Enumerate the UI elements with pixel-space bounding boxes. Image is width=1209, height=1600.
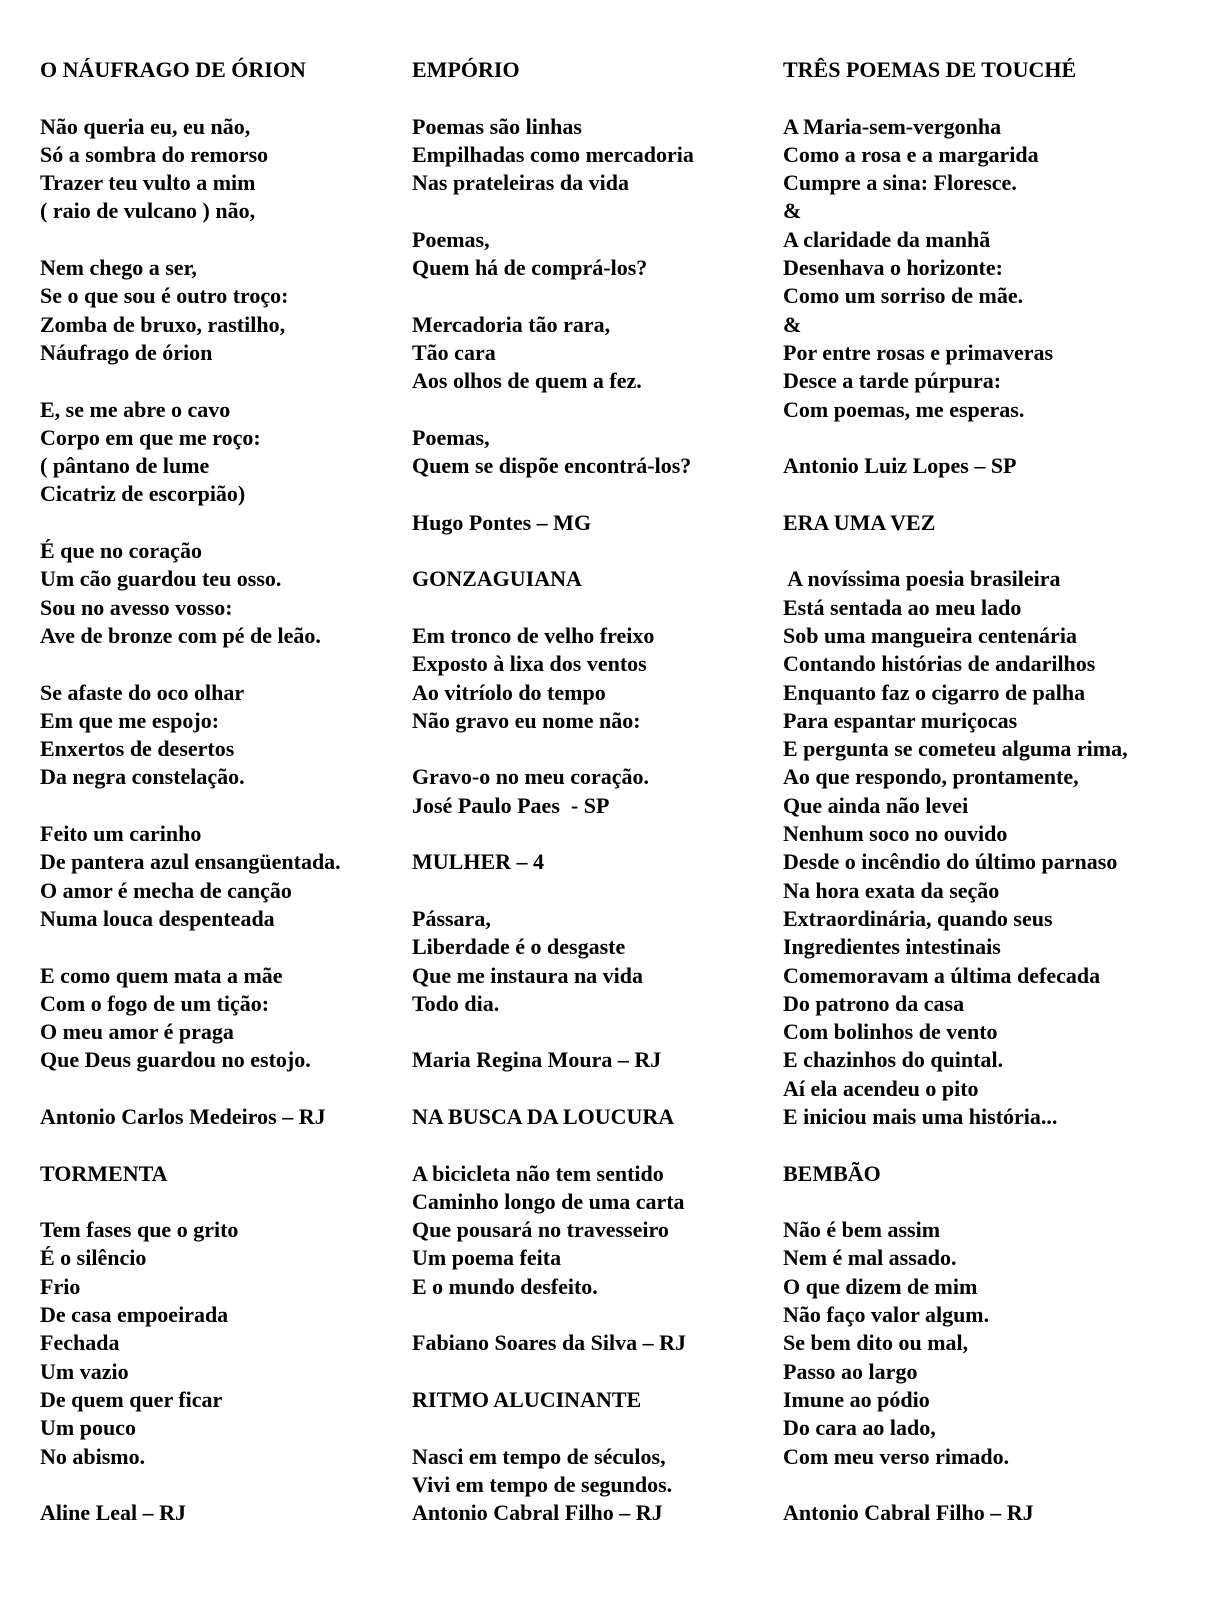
blank-line (412, 197, 767, 225)
blank-line (412, 396, 767, 424)
poem-line: & (783, 311, 802, 337)
poem-line: Por entre rosas e primaveras (783, 339, 1054, 365)
blank-line (412, 820, 767, 848)
blank-line (412, 1414, 767, 1442)
poem-line: Em que me espojo: (40, 707, 220, 733)
blank-line (40, 84, 395, 112)
poem-line: O que dizem de mim (783, 1273, 978, 1299)
poem-line: RITMO ALUCINANTE (412, 1386, 642, 1412)
poem-line: MULHER – 4 (412, 849, 544, 875)
poem-line: Do cara ao lado, (783, 1415, 936, 1441)
blank-line (783, 1471, 1203, 1499)
blank-line (783, 1188, 1203, 1216)
blank-line (412, 282, 767, 310)
poem-line: Liberdade é o desgaste (412, 934, 626, 960)
blank-line (412, 537, 767, 565)
poem-line: Quem há de comprá-los? (412, 255, 648, 281)
poem-line: Feito um carinho (40, 821, 202, 847)
poem-line: BEMBÃO (783, 1160, 881, 1186)
poem-line: Aí ela acendeu o pito (783, 1075, 979, 1101)
poem-line: Caminho longo de uma carta (412, 1188, 685, 1214)
poem-line: E chazinhos do quintal. (783, 1047, 1004, 1073)
poem-line: Tão cara (412, 339, 496, 365)
poem-line: Nas prateleiras da vida (412, 170, 629, 196)
poem-line: Imune ao pódio (783, 1386, 930, 1412)
poem-line: De quem quer ficar (40, 1386, 223, 1412)
poem-line: Antonio Luiz Lopes – SP (783, 453, 1017, 479)
poem-line: E iniciou mais uma história... (783, 1103, 1058, 1129)
poem-line: Gravo-o no meu coração. (412, 764, 650, 790)
blank-line (412, 735, 767, 763)
poem-line: De casa empoeirada (40, 1302, 229, 1328)
poem-line: E como quem mata a mãe (40, 962, 283, 988)
poem-line: Poemas são linhas (412, 113, 582, 139)
poem-line: ( raio de vulcano ) não, (40, 198, 256, 224)
poem-line: Um vazio (40, 1358, 129, 1384)
poem-line: Não faço valor algum. (783, 1302, 990, 1328)
poem-line: Mercadoria tão rara, (412, 311, 611, 337)
poem-line: O amor é mecha de canção (40, 877, 292, 903)
blank-line (40, 792, 395, 820)
blank-line (412, 480, 767, 508)
poem-line: Em tronco de velho freixo (412, 622, 655, 648)
poem-line: Todo dia. (412, 990, 500, 1016)
poem-line: E, se me abre o cavo (40, 396, 231, 422)
column-right (783, 56, 1203, 1527)
blank-line (40, 1131, 395, 1159)
poem-line: Empilhadas como mercadoria (412, 141, 694, 167)
blank-line (412, 1301, 767, 1329)
poem-line: Pássara, (412, 905, 491, 931)
blank-line (783, 424, 1203, 452)
poem-line: Com meu verso rimado. (783, 1443, 1010, 1469)
poem-line: O meu amor é praga (40, 1019, 234, 1045)
poem-line: No abismo. (40, 1443, 146, 1469)
poem-line: Antonio Cabral Filho – RJ (412, 1500, 663, 1526)
poem-line: Exposto à lixa dos ventos (412, 651, 647, 677)
blank-line (40, 650, 395, 678)
poem-line: Enxertos de desertos (40, 736, 235, 762)
blank-line (412, 877, 767, 905)
poem-line: Zomba de bruxo, rastilho, (40, 311, 286, 337)
poem-line: Nem é mal assado. (783, 1245, 957, 1271)
column-left (40, 56, 395, 1527)
poem-line: Na hora exata da seção (783, 877, 1000, 903)
poem-line: GONZAGUIANA (412, 566, 582, 592)
poem-line: Um cão guardou teu osso. (40, 566, 282, 592)
poem-line: Com bolinhos de vento (783, 1019, 998, 1045)
poem-line: TRÊS POEMAS DE TOUCHÉ (783, 57, 1077, 82)
poem-line: ( pântano de lume (40, 453, 210, 479)
poem-line: Extraordinária, quando seus (783, 905, 1053, 931)
poem-line: De pantera azul ensangüentada. (40, 849, 341, 875)
blank-line (412, 84, 767, 112)
blank-line (40, 933, 395, 961)
poem-line: Fabiano Soares da Silva – RJ (412, 1330, 687, 1356)
blank-line (40, 1188, 395, 1216)
poem-line: Ave de bronze com pé de leão. (40, 622, 321, 648)
poem-line: Sou no avesso vosso: (40, 594, 233, 620)
poem-line: Do patrono da casa (783, 990, 965, 1016)
blank-line (412, 1018, 767, 1046)
poem-line: Desde o incêndio do último parnaso (783, 849, 1118, 875)
poem-line: Que ainda não levei (783, 792, 969, 818)
poem-line: José Paulo Paes - SP (412, 792, 610, 818)
poem-line: Um pouco (40, 1415, 136, 1441)
poem-line: Poemas, (412, 424, 490, 450)
poem-line: Se bem dito ou mal, (783, 1330, 969, 1356)
blank-line (783, 1131, 1203, 1159)
poem-line: A novíssima poesia brasileira (783, 566, 1061, 592)
poem-line: Da negra constelação. (40, 764, 245, 790)
poem-line: Aline Leal – RJ (40, 1500, 187, 1526)
poem-line: Fechada (40, 1330, 120, 1356)
blank-line (783, 537, 1203, 565)
blank-line (40, 226, 395, 254)
blank-line (412, 1358, 767, 1386)
poem-line: Antonio Carlos Medeiros – RJ (40, 1103, 326, 1129)
poem-line: Poemas, (412, 226, 490, 252)
poem-line: Náufrago de órion (40, 339, 213, 365)
poem-line: Não gravo eu nome não: (412, 707, 641, 733)
poem-line: Que me instaura na vida (412, 962, 644, 988)
poem-line: É que no coração (40, 538, 202, 564)
poem-line: Desenhava o horizonte: (783, 255, 1003, 281)
blank-line (783, 84, 1203, 112)
poem-line: Cicatriz de escorpião) (40, 481, 246, 507)
poem-line: Tem fases que o grito (40, 1217, 239, 1243)
poem-line: Se o que sou é outro troço: (40, 283, 289, 309)
poem-line: Desce a tarde púrpura: (783, 368, 1002, 394)
poem-line: E pergunta se cometeu alguma rima, (783, 736, 1128, 762)
blank-line (40, 1075, 395, 1103)
poem-line: Para espantar muriçocas (783, 707, 1018, 733)
poem-line: É o silêncio (40, 1245, 147, 1271)
blank-line (412, 1131, 767, 1159)
poem-line: A bicicleta não tem sentido (412, 1160, 664, 1186)
poem-line: Enquanto faz o cigarro de palha (783, 679, 1086, 705)
poem-line: Corpo em que me roço: (40, 424, 261, 450)
poem-line: Quem se dispõe encontrá-los? (412, 453, 692, 479)
poem-line: Passo ao largo (783, 1358, 918, 1384)
poem-line: Não queria eu, eu não, (40, 113, 251, 139)
poem-line: Nem chego a ser, (40, 255, 197, 281)
poem-line: Sob uma mangueira centenária (783, 622, 1077, 648)
poem-line: ERA UMA VEZ (783, 509, 936, 535)
poem-line: Ao que respondo, prontamente, (783, 764, 1079, 790)
poem-line: Hugo Pontes – MG (412, 509, 592, 535)
poem-line: Só a sombra do remorso (40, 141, 269, 167)
poem-line: Maria Regina Moura – RJ (412, 1047, 662, 1073)
poem-line: A Maria-sem-vergonha (783, 113, 1002, 139)
poem-line: & (783, 198, 802, 224)
poem-line: Se afaste do oco olhar (40, 679, 245, 705)
poem-line: Nenhum soco no ouvido (783, 821, 1008, 847)
blank-line (40, 367, 395, 395)
blank-line (40, 509, 395, 537)
poem-line: Como um sorriso de mãe. (783, 283, 1024, 309)
poem-line: Ao vitríolo do tempo (412, 679, 606, 705)
poem-line: Vivi em tempo de segundos. (412, 1471, 673, 1497)
poem-line: NA BUSCA DA LOUCURA (412, 1103, 675, 1129)
poem-line: Que pousará no travesseiro (412, 1217, 669, 1243)
poem-line: Cumpre a sina: Floresce. (783, 170, 1017, 196)
poem-line: Numa louca despenteada (40, 905, 275, 931)
poem-line: Frio (40, 1273, 81, 1299)
poem-line: Como a rosa e a margarida (783, 141, 1039, 167)
poem-line: A claridade da manhã (783, 226, 991, 252)
blank-line (412, 1075, 767, 1103)
poem-line: EMPÓRIO (412, 57, 520, 82)
poem-line: Comemoravam a última defecada (783, 962, 1101, 988)
blank-line (40, 1471, 395, 1499)
poem-line: Contando histórias de andarilhos (783, 651, 1096, 677)
poem-line: Que Deus guardou no estojo. (40, 1047, 311, 1073)
poem-line: Com o fogo de um tição: (40, 990, 270, 1016)
poem-line: Com poemas, me esperas. (783, 396, 1025, 422)
blank-line (783, 480, 1203, 508)
blank-line (412, 594, 767, 622)
column-middle (412, 56, 767, 1527)
poem-line: Está sentada ao meu lado (783, 594, 1022, 620)
poem-line: Nasci em tempo de séculos, (412, 1443, 666, 1469)
poem-line: Antonio Cabral Filho – RJ (783, 1500, 1034, 1526)
poem-line: Aos olhos de quem a fez. (412, 368, 642, 394)
poem-line: O NÁUFRAGO DE ÓRION (40, 57, 306, 82)
poem-line: Ingredientes intestinais (783, 934, 1001, 960)
poem-line: E o mundo desfeito. (412, 1273, 598, 1299)
poem-line: TORMENTA (40, 1160, 168, 1186)
poem-line: Um poema feita (412, 1245, 562, 1271)
poem-line: Não é bem assim (783, 1217, 941, 1243)
poem-line: Trazer teu vulto a mim (40, 170, 256, 196)
